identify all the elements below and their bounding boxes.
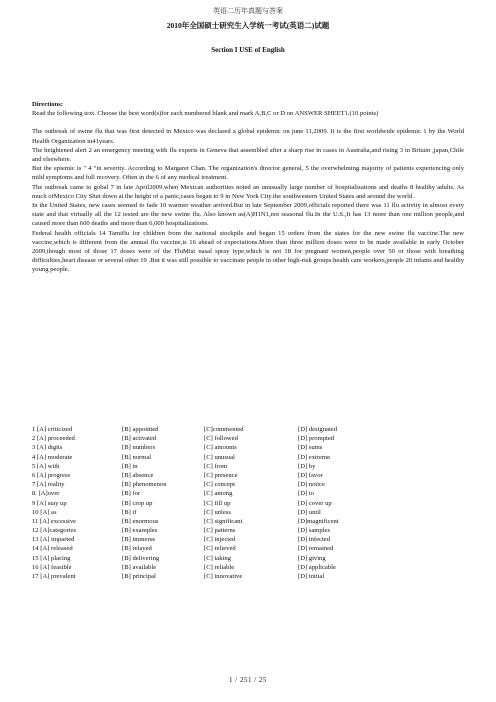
option-cell: [C] injected: [204, 536, 236, 544]
directions-text: Read the following text. Choose the best word(s)for each numbered blank and mark A,B,C or D on ANSWER SHEET1.(10 points): [32, 110, 379, 118]
option-cell: [D] by: [298, 462, 316, 470]
option-cell: [C] unless: [204, 508, 231, 516]
option-cell: 4 [A] moderate: [32, 453, 73, 461]
option-cell: [C] concept: [204, 481, 235, 489]
option-cell: [C] followed: [204, 435, 238, 443]
option-cell: [C]commented: [204, 426, 244, 433]
option-cell: [D] sums: [298, 444, 323, 452]
option-row: [32, 480, 464, 489]
option-cell: [B] normal: [122, 453, 152, 461]
option-row: [32, 572, 464, 581]
option-cell: [D] samples: [298, 527, 331, 535]
option-row: [32, 517, 464, 526]
option-cell: [B] for: [122, 490, 141, 498]
option-cell: 7 [A] reality: [32, 481, 65, 489]
passage-paragraph-2: The heightened alert 2 an emergency meeting with flu experts in Geneva that assembled after a sharp rise in cases in Australia,and rising 3 in Britain ,japan,Chile and elsewhere.: [32, 146, 464, 164]
option-cell: [D] to: [298, 490, 314, 498]
option-cell: [D] remained: [298, 545, 334, 553]
option-cell: 12 [A]categories: [32, 527, 77, 535]
option-cell: [D]magnificent: [298, 517, 339, 525]
option-cell: [B] enormous: [122, 517, 159, 525]
option-cell: [C] innovative: [204, 573, 243, 580]
option-cell: [D] infected: [298, 536, 331, 544]
exam-title: 2010年全国硕士研究生入学统一考试(英语二)试题: [166, 21, 330, 30]
option-cell: [D] prompted: [298, 435, 335, 443]
option-cell: [C] presence: [204, 471, 238, 479]
option-cell: [B] crop up: [122, 499, 153, 507]
passage-paragraph-4: The outbreak came to gobal 7 in late April2009.when Mexican authorities noted an unusually large number of hospitalizations and deaths 8 healthy adults. As much ofMexico City Shut down at the height of a panic,cases began to 9 in New York City.the southwestern United States and around the world.: [32, 183, 464, 200]
option-row: [32, 453, 464, 462]
passage-paragraph-3: But the epiemic is " 4 "in severity. According to Margaret Chan. The organization's director general, 5 the overwhelming majority of patients experiencing only mild symptoms and full recovery. Often in the 6 of any medical treatment.: [32, 165, 464, 182]
option-cell: 2 [A] proceeded: [32, 435, 75, 443]
option-cell: [D] initial: [298, 573, 325, 580]
option-row: [32, 499, 464, 508]
option-row: [32, 554, 464, 563]
option-cell: [D] applicable: [298, 563, 336, 571]
option-row: [32, 544, 464, 553]
option-cell: 13 [A] imparted: [32, 536, 75, 544]
option-row: [32, 425, 464, 434]
option-cell: [B] delivering: [122, 554, 160, 562]
option-cell: [C] taking: [204, 554, 231, 562]
option-cell: 6 [A] progress: [32, 471, 71, 479]
option-cell: [C] significant: [204, 517, 243, 525]
passage-paragraph-1: The outbreak of swine flu that was first detected in Mexico was declared a global epidemic on june 11,2009. It is the first worldwide epidemic 1 by the World Health Organization in41years.: [32, 128, 464, 145]
option-cell: 17 [A] prevalent: [32, 573, 76, 580]
option-cell: [D] until: [298, 508, 321, 516]
answer-options: [32, 425, 464, 581]
option-cell: 16 [A] feasible: [32, 563, 72, 571]
option-row: [32, 535, 464, 544]
option-row: [32, 508, 464, 517]
passage-paragraph-6: Federal health officials 14 Tamiflu for children from the national stockpile and began 15 orders from the states for the new swine flu vaccine.The new vaccine,which is different from the annual flu vaccine,is 16 ahead of expectations.More than three million doses were to be made available in early October 2009,though most of those 17 doses were of the FluMist nasal spray type,which is not 18 for pregnant women,people over 50 or those with breathing difficulties,heart disease or several other 19 .But it was still possible to vaccinate people in other high-risk groups:health care workers,people 20 infants and healthy young people.: [32, 229, 465, 274]
option-cell: 11 [A] excessive: [32, 517, 77, 525]
body-text: [32, 100, 464, 275]
option-cell: [B] principal: [122, 573, 156, 580]
option-cell: 1 [A] criticized: [32, 426, 73, 433]
option-row: [32, 563, 464, 572]
option-cell: [C] relieved: [204, 545, 236, 553]
option-row: [32, 526, 464, 535]
section-title: Section I USE of English: [211, 46, 285, 54]
option-cell: 10 [A] as: [32, 508, 57, 516]
option-cell: [B] examples: [122, 527, 158, 535]
option-cell: [C] from: [204, 462, 228, 470]
passage-paragraph-5: In the United States, new cases seemed to fade 10 warmer weather arrived.But in late September 2009,officials reported there was 11 flu activity in almost every state and that virtually all the 12 tested are the new swine flu. Also known as(A)H1N1,not seasonal flu.In the U.S.,It has 13 more than one million people,and caused more than 600 deaths and more than 6,000 hospitalizations.: [32, 202, 464, 228]
option-cell: [B] available: [122, 563, 157, 571]
option-cell: 15 [A] placing: [32, 554, 71, 562]
option-cell: [C] amounts: [204, 444, 237, 452]
option-cell: [C] unusual: [204, 453, 235, 461]
option-row: [32, 443, 464, 452]
directions-label: Directions:: [32, 101, 64, 108]
option-cell: 5 [A] with: [32, 462, 60, 470]
option-cell: [B] phenomenon: [122, 481, 167, 489]
option-cell: 8. [A]over: [32, 490, 60, 498]
option-row: [32, 489, 464, 498]
option-cell: [B] activated: [122, 435, 157, 443]
option-cell: [B] in: [122, 462, 138, 470]
running-header: 英语二历年真题与答案: [213, 7, 283, 15]
option-cell: 3 [A] digits: [32, 444, 63, 452]
option-row: [32, 462, 464, 471]
option-cell: [B] immerse: [122, 536, 156, 544]
option-cell: 9 [A] stay up: [32, 499, 67, 507]
option-cell: [C] among: [204, 490, 233, 498]
option-cell: [C] patterns: [204, 527, 236, 535]
page-indicator: 1 / 251 / 25: [229, 676, 267, 684]
option-cell: [C] reliable: [204, 563, 235, 571]
option-cell: [D] cover up: [298, 499, 332, 507]
option-cell: [D] giving: [298, 554, 326, 562]
option-row: [32, 434, 464, 443]
option-cell: [D] designated: [298, 426, 337, 433]
option-cell: [B] if: [122, 508, 137, 516]
option-cell: [D] favor: [298, 471, 323, 479]
option-cell: [C] fill up: [204, 499, 231, 507]
option-row: [32, 471, 464, 480]
option-cell: [B] absence: [122, 471, 154, 479]
option-cell: 14 [A] released: [32, 545, 73, 553]
option-cell: [D] notice: [298, 481, 325, 489]
option-cell: [B] appointed: [122, 426, 159, 433]
option-cell: [D] extreme: [298, 453, 331, 461]
option-cell: [B] relayed: [122, 545, 152, 553]
option-cell: [B] numbers: [122, 444, 156, 452]
